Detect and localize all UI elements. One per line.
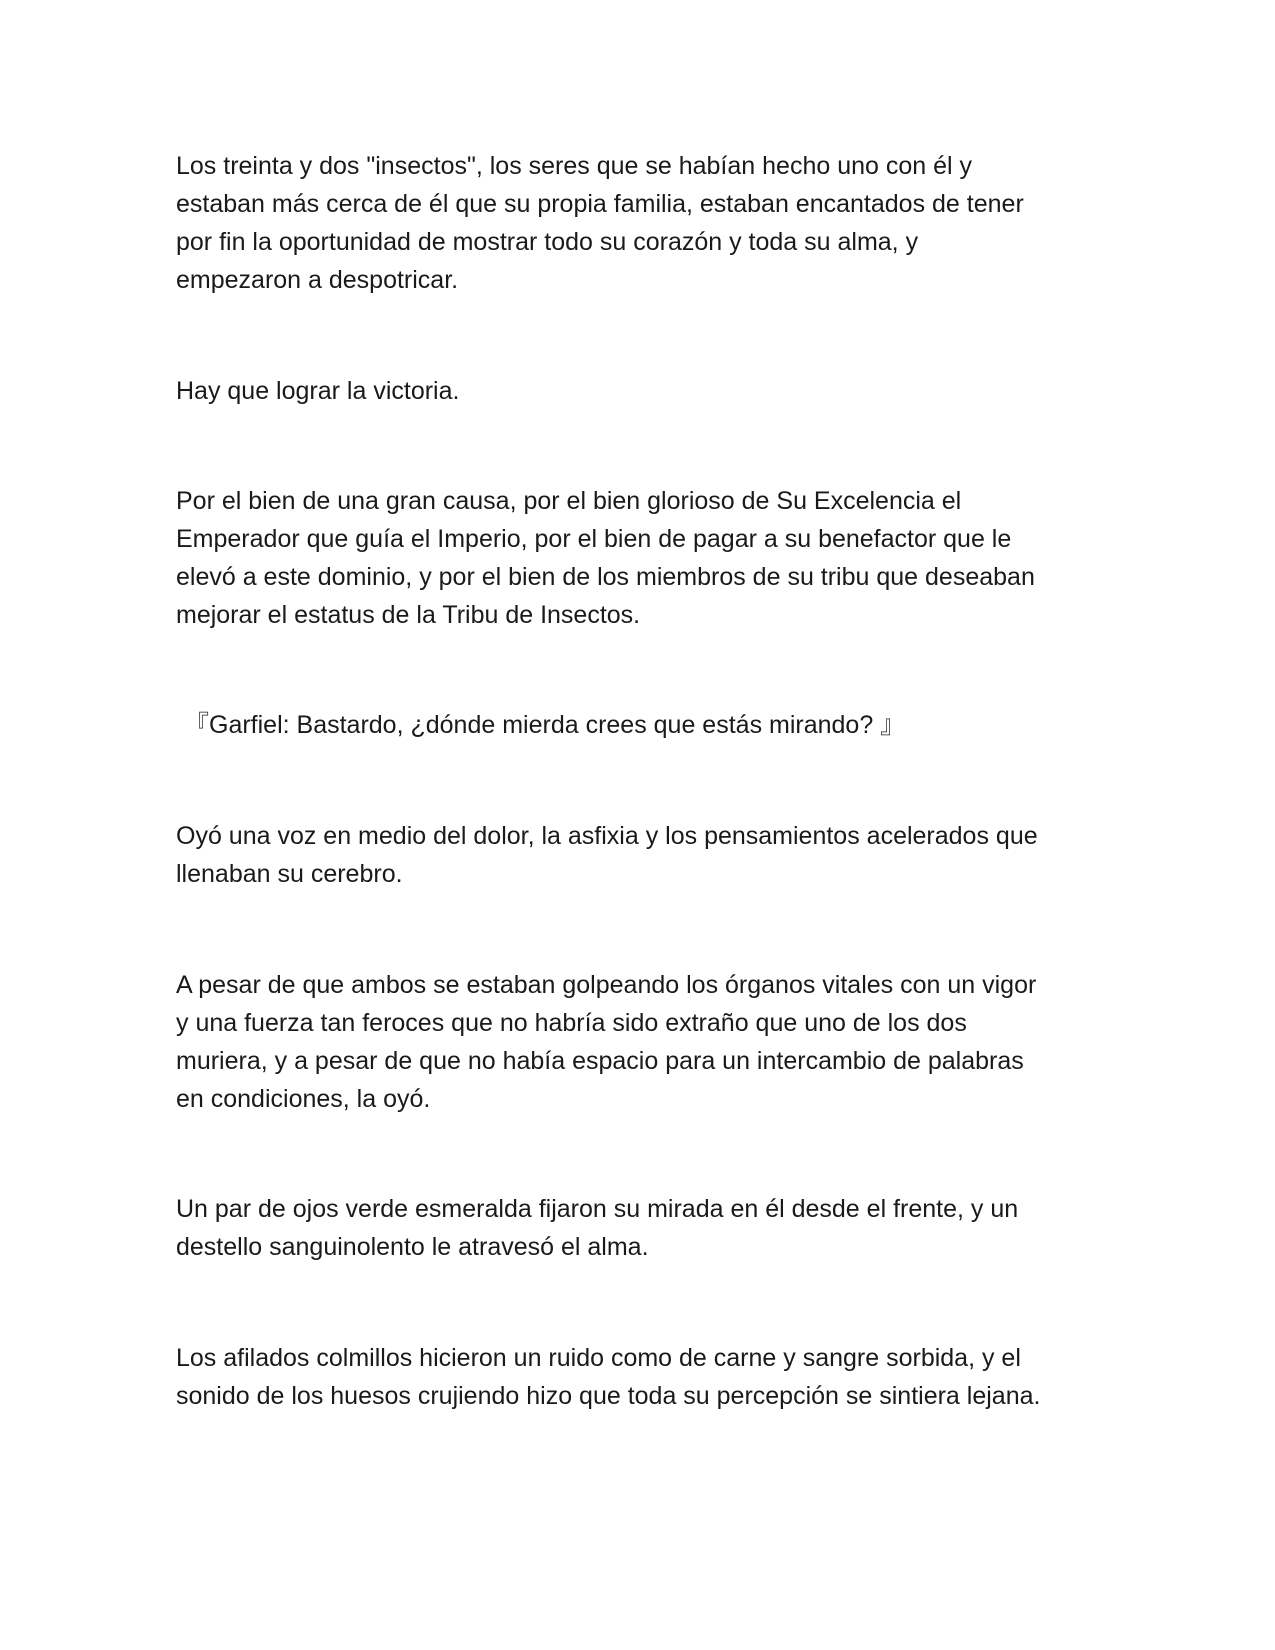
text-line: elevó a este dominio, y por el bien de los miembros de su tribu que deseaban <box>176 563 1035 591</box>
paragraph-2 <box>176 372 1106 410</box>
dialogue-quote <box>184 706 1114 744</box>
paragraph-5 <box>176 817 1106 893</box>
paragraph-1 <box>176 147 1106 299</box>
paragraph-7 <box>176 1190 1106 1266</box>
text-line: llenaban su cerebro. <box>176 860 403 888</box>
paragraph-6 <box>176 966 1106 1118</box>
text-line: Oyó una voz en medio del dolor, la asfixia y los pensamientos acelerados que <box>176 822 1038 850</box>
text-line: en condiciones, la oyó. <box>176 1085 431 1113</box>
paragraph-8 <box>176 1339 1106 1415</box>
text-line: y una fuerza tan feroces que no habría sido extraño que uno de los dos <box>176 1009 967 1037</box>
paragraph-3 <box>176 482 1106 634</box>
text-line: Hay que lograr la victoria. <box>176 377 460 405</box>
text-line: sonido de los huesos crujiendo hizo que toda su percepción se sintiera lejana. <box>176 1382 1041 1410</box>
text-line: empezaron a despotricar. <box>176 266 459 294</box>
text-line: estaban más cerca de él que su propia familia, estaban encantados de tener <box>176 190 1024 218</box>
text-line: 『Garfiel: Bastardo, ¿dónde mierda crees que estás mirando? 』 <box>184 711 906 739</box>
text-line: muriera, y a pesar de que no había espacio para un intercambio de palabras <box>176 1047 1024 1075</box>
text-line: A pesar de que ambos se estaban golpeando los órganos vitales con un vigor <box>176 971 1037 999</box>
text-line: Por el bien de una gran causa, por el bien glorioso de Su Excelencia el <box>176 487 962 515</box>
text-line: destello sanguinolento le atravesó el alma. <box>176 1233 649 1261</box>
text-line: Un par de ojos verde esmeralda fijaron su mirada en él desde el frente, y un <box>176 1195 1019 1223</box>
text-line: mejorar el estatus de la Tribu de Insectos. <box>176 601 641 629</box>
text-line: Emperador que guía el Imperio, por el bien de pagar a su benefactor que le <box>176 525 1012 553</box>
text-line: Los treinta y dos "insectos", los seres que se habían hecho uno con él y <box>176 152 973 180</box>
text-line: por fin la oportunidad de mostrar todo su corazón y toda su alma, y <box>176 228 919 256</box>
text-line: Los afilados colmillos hicieron un ruido como de carne y sangre sorbida, y el <box>176 1344 1021 1372</box>
